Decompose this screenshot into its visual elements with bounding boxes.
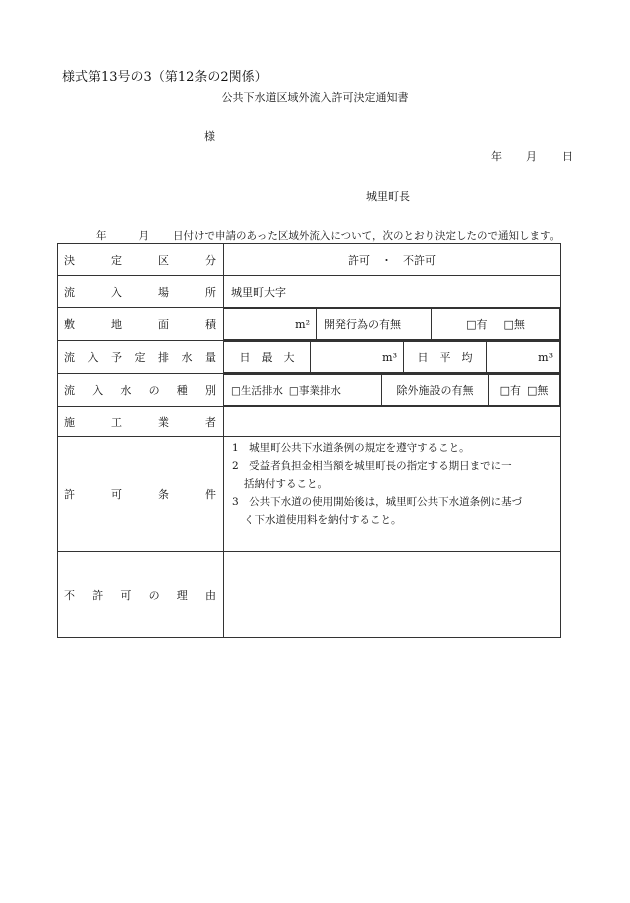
daily-avg-unit: m³: [487, 342, 560, 373]
condition-item: 3 公共下水道の使用開始後は，城里町公共下水道条例に基づ: [232, 496, 523, 508]
decision-label: 決 定 区 分: [64, 253, 216, 267]
refusal-reason-label: 不 許 可 の 理 由: [64, 588, 216, 602]
conditions-label: 許 可 条 件: [64, 488, 216, 501]
row-contractor: [58, 407, 561, 437]
area-label: 敷 地 面 積: [64, 318, 216, 331]
row-discharge: [58, 341, 561, 374]
conditions-list: [224, 437, 561, 552]
facility-no-checkbox[interactable]: □無: [527, 384, 549, 397]
date-day: 日: [562, 150, 573, 163]
row-water-type: [58, 374, 561, 407]
decision-value: 許可 ・ 不許可: [224, 244, 561, 276]
facility-options: [489, 375, 560, 406]
development-yes-checkbox[interactable]: □有: [466, 318, 488, 331]
notice-body: [96, 228, 560, 243]
document-title: 公共下水道区域外流入許可決定通知書: [221, 91, 409, 104]
location-value: 城里町大字: [224, 276, 561, 308]
contractor-value: [224, 407, 561, 437]
facility-label: 除外施設の有無: [382, 375, 489, 406]
row-refusal-reason: [58, 552, 561, 638]
discharge-label: 流 入 予 定 排 水 量: [64, 351, 216, 364]
domestic-wastewater-checkbox[interactable]: □生活排水: [231, 384, 283, 397]
body-month: 月: [138, 230, 149, 242]
date-month: 月: [526, 150, 537, 163]
development-no-checkbox[interactable]: □無: [503, 318, 525, 331]
facility-yes-checkbox[interactable]: □有: [499, 384, 521, 397]
condition-item-continued: く下水道使用料を納付すること。: [244, 514, 402, 526]
contractor-label: 施 工 業 者: [64, 415, 216, 429]
row-decision: [58, 244, 561, 276]
location-label: 流 入 場 所: [64, 285, 216, 299]
row-conditions: [58, 437, 561, 552]
condition-item: 1 城里町公共下水道条例の規定を遵守すること。: [232, 442, 470, 454]
refusal-reason-value: [224, 552, 561, 638]
body-year: 年: [96, 230, 107, 242]
daily-max-unit: m³: [311, 342, 404, 373]
development-options: [432, 309, 560, 340]
sender-name: 城里町長: [366, 190, 410, 203]
condition-item: 2 受益者負担金相当額を城里町長の指定する期日までに一: [232, 460, 512, 472]
addressee-honorific: 様: [204, 130, 215, 143]
condition-item-continued: 括納付すること。: [244, 478, 328, 490]
decision-table: [57, 243, 561, 638]
area-unit: m²: [224, 309, 317, 340]
water-type-options: [224, 375, 382, 406]
body-text: 日付けで申請のあった区域外流入について，次のとおり決定したので通知します。: [173, 230, 561, 242]
row-location: [58, 276, 561, 308]
water-type-label: 流 入 水 の 種 別: [64, 384, 216, 397]
form-number-label: 様式第13号の3（第12条の2関係）: [62, 70, 268, 85]
daily-avg-label: 日 平 均: [404, 342, 487, 373]
date-year: 年: [491, 150, 502, 163]
business-wastewater-checkbox[interactable]: □事業排水: [288, 384, 341, 397]
daily-max-label: 日 最 大: [224, 342, 311, 373]
row-area: [58, 308, 561, 341]
development-label: 開発行為の有無: [317, 309, 432, 340]
